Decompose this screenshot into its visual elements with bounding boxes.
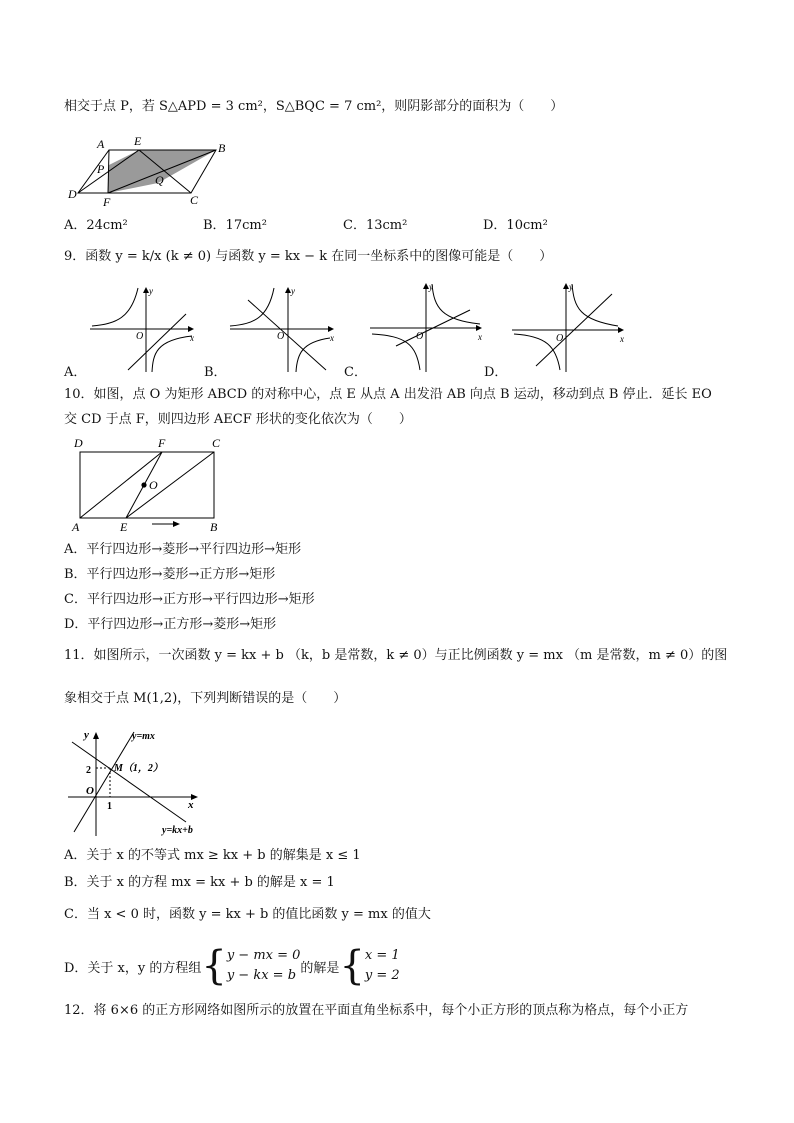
q8-label-f: F [103,195,111,208]
q9-graph-b [226,284,338,374]
q10-option-c[interactable]: C．平行四边形→正方形→平行四边形→矩形 [64,592,315,607]
q11-option-d[interactable] [64,944,400,988]
q12-stem: 12．将 6×6 的正方形网络如图所示的放置在平面直角坐标系中，每个小正方形的顶点称为格点，每个小正方 [64,1003,689,1018]
q11-option-d-system: y − mx = 0 y − kx = b [226,948,301,983]
q9-option-d[interactable]: D． [484,365,508,380]
q11-origin-label: O [86,785,94,797]
q10-rectangle-figure [66,436,236,534]
q9-graph-a [86,284,198,374]
q11-option-d-mid: 的解是 [300,960,340,976]
svg-text:O: O [556,333,564,344]
q11-graph [66,728,216,838]
svg-text:y: y [149,286,153,296]
q11-tick-2: 2 [86,765,91,776]
q8-option-d[interactable]: D．10cm² [483,218,548,233]
svg-text:y: y [291,286,295,296]
q8-label-a: A [97,137,105,151]
q10-label-e: E [120,520,128,534]
q9-option-b[interactable]: B． [204,365,227,380]
q10-label-a: A [72,520,80,534]
svg-text:x: x [330,333,334,343]
svg-text:O: O [277,331,285,342]
svg-text:x: x [478,332,482,342]
q10-label-b: B [210,520,218,534]
q9-graph-d [508,280,628,374]
svg-text:O: O [136,331,144,342]
q11-line-kxb-label: y=kx+b [162,825,193,836]
q9-option-c[interactable]: C． [344,365,367,380]
q10-label-o: O [149,478,158,492]
q10-option-a[interactable]: A．平行四边形→菱形→平行四边形→矩形 [64,542,302,557]
q11-option-d-brace-right: { [339,943,365,989]
svg-text:x: x [190,333,194,343]
q10-label-f: F [158,436,166,450]
q11-option-c[interactable]: C．当 x < 0 时，函数 y = kx + b 的值比函数 y = mx 的值大 [64,907,431,922]
svg-text:x: x [620,334,624,344]
q8-label-p: P [97,162,105,176]
q11-stem-line2: 象相交于点 M(1,2)，下列判断错误的是（ ） [64,691,347,706]
svg-text:O: O [416,331,424,342]
q11-option-d-prefix: D．关于 x，y 的方程组 [64,960,202,976]
q10-option-b[interactable]: B．平行四边形→菱形→正方形→矩形 [64,567,276,582]
q11-option-d-brace-left: { [201,943,227,989]
q10-label-d: D [74,436,83,450]
q8-option-b[interactable]: B．17cm² [203,218,267,233]
q8-option-a[interactable]: A．24cm² [64,218,128,233]
q11-option-a[interactable]: A．关于 x 的不等式 mx ≥ kx + b 的解集是 x ≤ 1 [64,848,361,863]
q8-option-c[interactable]: C．13cm² [343,218,408,233]
svg-text:y: y [569,282,573,292]
q11-tick-1: 1 [107,801,112,812]
q11-option-b[interactable]: B．关于 x 的方程 mx = kx + b 的解是 x = 1 [64,875,335,890]
q11-line-mx-label: y=mx [132,731,155,742]
q11-y-axis-label: y [84,729,89,741]
q8-label-e: E [134,136,142,148]
q9-stem: 9．函数 y = k/x (k ≠ 0) 与函数 y = kx − k 在同一坐标系中的图像可能是（ ） [64,249,553,264]
q8-parallelogram-figure [66,136,236,208]
q11-stem-line1: 11．如图所示，一次函数 y = kx + b （k，b 是常数，k ≠ 0）与正比例函数 y = mx （m 是常数，m ≠ 0）的图 [64,648,728,663]
q9-graph-c [366,280,486,374]
q11-option-d-solution: x = 1 y = 2 [364,948,400,983]
q10-label-c: C [212,436,221,450]
q8-label-d: D [68,187,77,201]
q8-label-c: C [190,193,199,207]
q8-label-b: B [218,141,226,155]
q10-stem-line1: 10．如图，点 O 为矩形 ABCD 的对称中心，点 E 从点 A 出发沿 AB 向点 B 运动，移动到点 B 停止．延长 EO [64,387,712,402]
q10-option-d[interactable]: D．平行四边形→正方形→菱形→矩形 [64,617,277,632]
q11-point-m-label: M（1，2） [114,763,163,774]
q8-stem: 相交于点 P，若 S△APD = 3 cm²，S△BQC = 7 cm²，则阴影部分的面积为（ ） [64,99,564,114]
q11-x-axis-label: x [188,799,194,811]
q9-option-a[interactable]: A． [64,365,87,380]
svg-text:y: y [429,282,433,292]
q8-label-q: Q [155,173,164,187]
q10-stem-line2: 交 CD 于点 F，则四边形 AECF 形状的变化依次为（ ） [64,412,412,427]
